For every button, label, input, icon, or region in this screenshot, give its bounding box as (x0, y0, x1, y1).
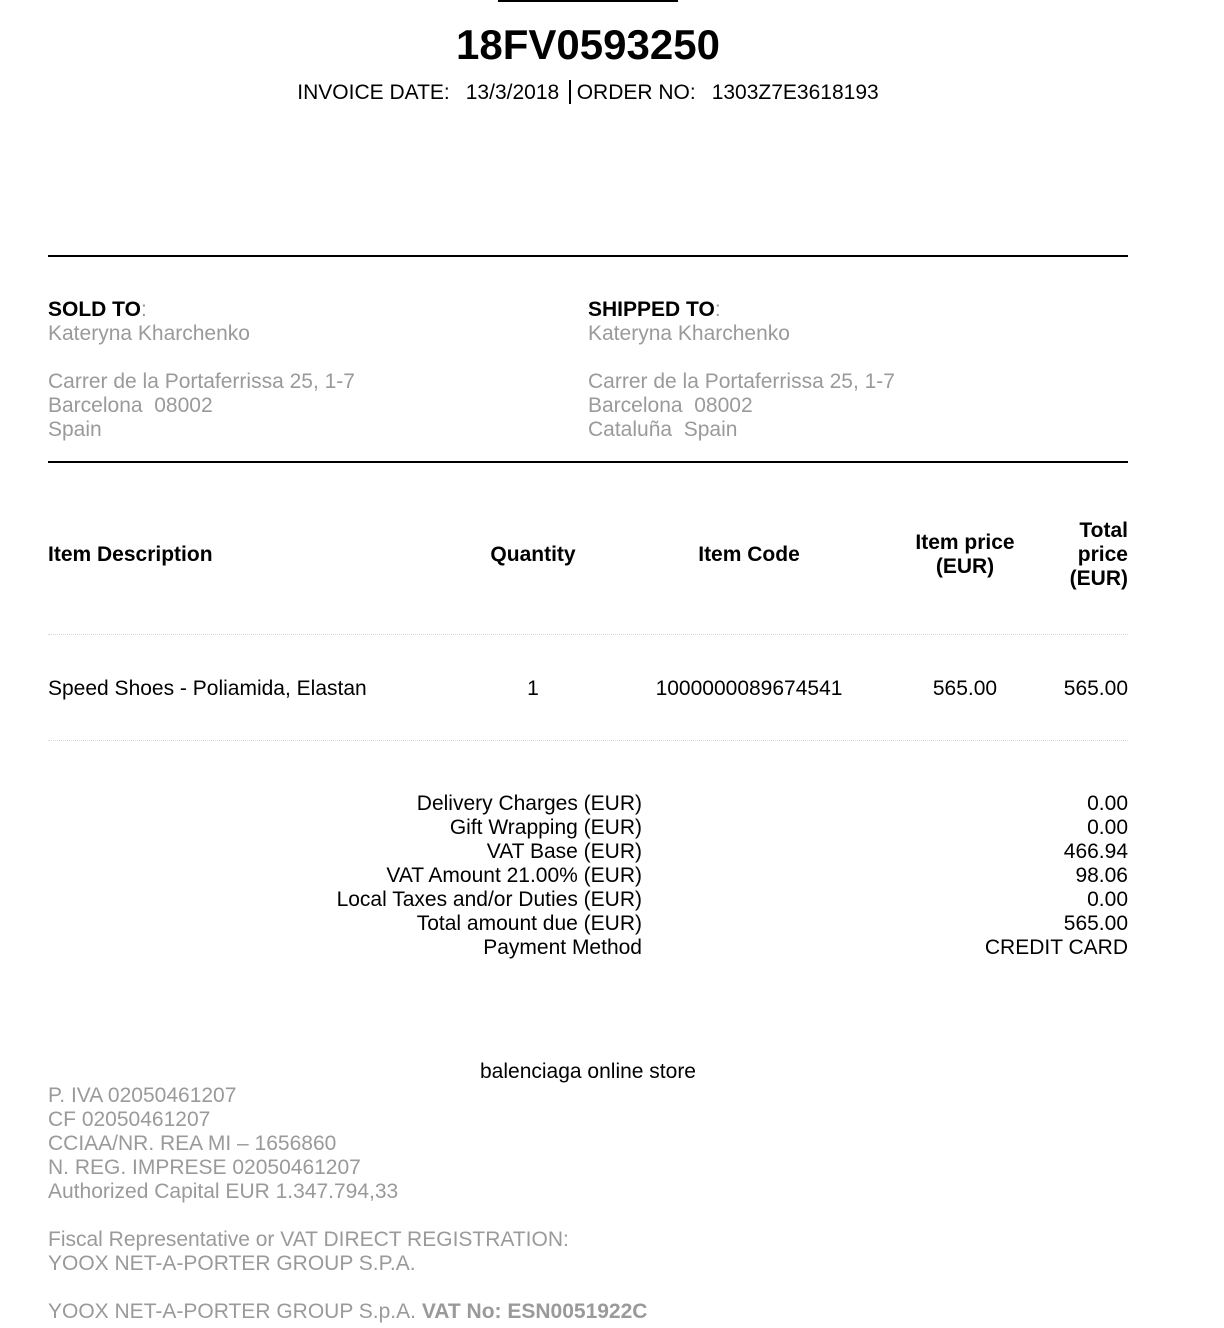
sold-to-street: Carrer de la Portaferrissa 25, 1-7 (48, 370, 355, 393)
summary-label: Payment Method (483, 936, 642, 959)
summary-values (985, 792, 1128, 960)
summary-value: 0.00 (1087, 888, 1128, 911)
shipped-to-heading: SHIPPED TO (588, 298, 715, 321)
table-divider-top (48, 634, 1128, 635)
header-total-price: Total price (EUR) (1069, 519, 1128, 590)
summary-label: VAT Amount 21.00% (EUR) (386, 864, 642, 887)
header-item-code: Item Code (698, 543, 800, 566)
piva: P. IVA 02050461207 (48, 1084, 237, 1107)
order-number-label: ORDER NO: (576, 81, 696, 104)
cciaa: CCIAA/NR. REA MI – 1656860 (48, 1132, 337, 1155)
summary-value: 98.06 (1075, 864, 1128, 887)
row-item-code: 1000000089674541 (655, 677, 843, 700)
header-item-description: Item Description (48, 543, 213, 566)
header-quantity: Quantity (490, 543, 576, 566)
sold-to-block: SOLD TO: Kateryna Kharchenko Carrer de la Portaferrissa 25, 1-7 Barcelona 08002 Spain (48, 298, 568, 442)
shipped-to-name: Kateryna Kharchenko (588, 322, 790, 345)
summary-label: VAT Base (EUR) (486, 840, 642, 863)
divider-top (48, 255, 1128, 257)
summary-value: 0.00 (1087, 792, 1128, 815)
summary-label: Delivery Charges (EUR) (416, 792, 642, 815)
meta-separator (569, 80, 571, 104)
summary-value: 466.94 (1063, 840, 1128, 863)
summary-label: Total amount due (EUR) (416, 912, 642, 935)
n-reg-imprese: N. REG. IMPRESE 02050461207 (48, 1156, 361, 1179)
invoice-date-label: INVOICE DATE: (297, 81, 450, 104)
row-item-description: Speed Shoes - Poliamida, Elastan (48, 677, 367, 700)
invoice-date-value: 13/3/2018 (465, 81, 560, 104)
vat-line (48, 1300, 647, 1324)
summary-value: 565.00 (1063, 912, 1128, 935)
shipped-to-city: Barcelona 08002 (588, 394, 753, 417)
top-rule (498, 0, 678, 2)
order-number-value: 1303Z7E3618193 (711, 81, 879, 104)
sold-to-name: Kateryna Kharchenko (48, 322, 250, 345)
store-name: balenciaga online store (480, 1060, 696, 1083)
table-divider-bottom (48, 740, 1128, 741)
invoice-number: 18FV0593250 (456, 21, 720, 68)
vat-number: VAT No: ESN0051922C (421, 1300, 648, 1323)
group-name: YOOX NET-A-PORTER GROUP S.p.A. (48, 1300, 422, 1323)
invoice-meta (0, 80, 1176, 106)
cf: CF 02050461207 (48, 1108, 211, 1131)
summary-label: Gift Wrapping (EUR) (449, 816, 642, 839)
sold-to-heading: SOLD TO (48, 298, 141, 321)
summary-value: CREDIT CARD (984, 936, 1128, 959)
group-name-upper: YOOX NET-A-PORTER GROUP S.P.A. (48, 1252, 416, 1275)
shipped-to-region: Cataluña Spain (588, 418, 738, 441)
summary-labels (337, 792, 642, 960)
header-item-price: Item price (EUR) (915, 531, 1015, 578)
sold-to-country: Spain (48, 418, 102, 441)
divider-middle (48, 461, 1128, 463)
summary-label: Local Taxes and/or Duties (EUR) (336, 888, 642, 911)
shipped-to-block: SHIPPED TO: Kateryna Kharchenko Carrer de la Portaferrissa 25, 1-7 Barcelona 08002 Cataluña Spain (588, 298, 1108, 442)
summary-value: 0.00 (1087, 816, 1128, 839)
row-total-price: 565.00 (1063, 677, 1128, 700)
sold-to-city: Barcelona 08002 (48, 394, 213, 417)
company-footer (48, 1084, 647, 1324)
authorized-capital: Authorized Capital EUR 1.347.794,33 (48, 1180, 399, 1203)
row-item-price: 565.00 (932, 677, 998, 700)
fiscal-representative: Fiscal Representative or VAT DIRECT REGISTRATION: (48, 1228, 569, 1251)
shipped-to-street: Carrer de la Portaferrissa 25, 1-7 (588, 370, 895, 393)
row-quantity: 1 (527, 677, 539, 700)
